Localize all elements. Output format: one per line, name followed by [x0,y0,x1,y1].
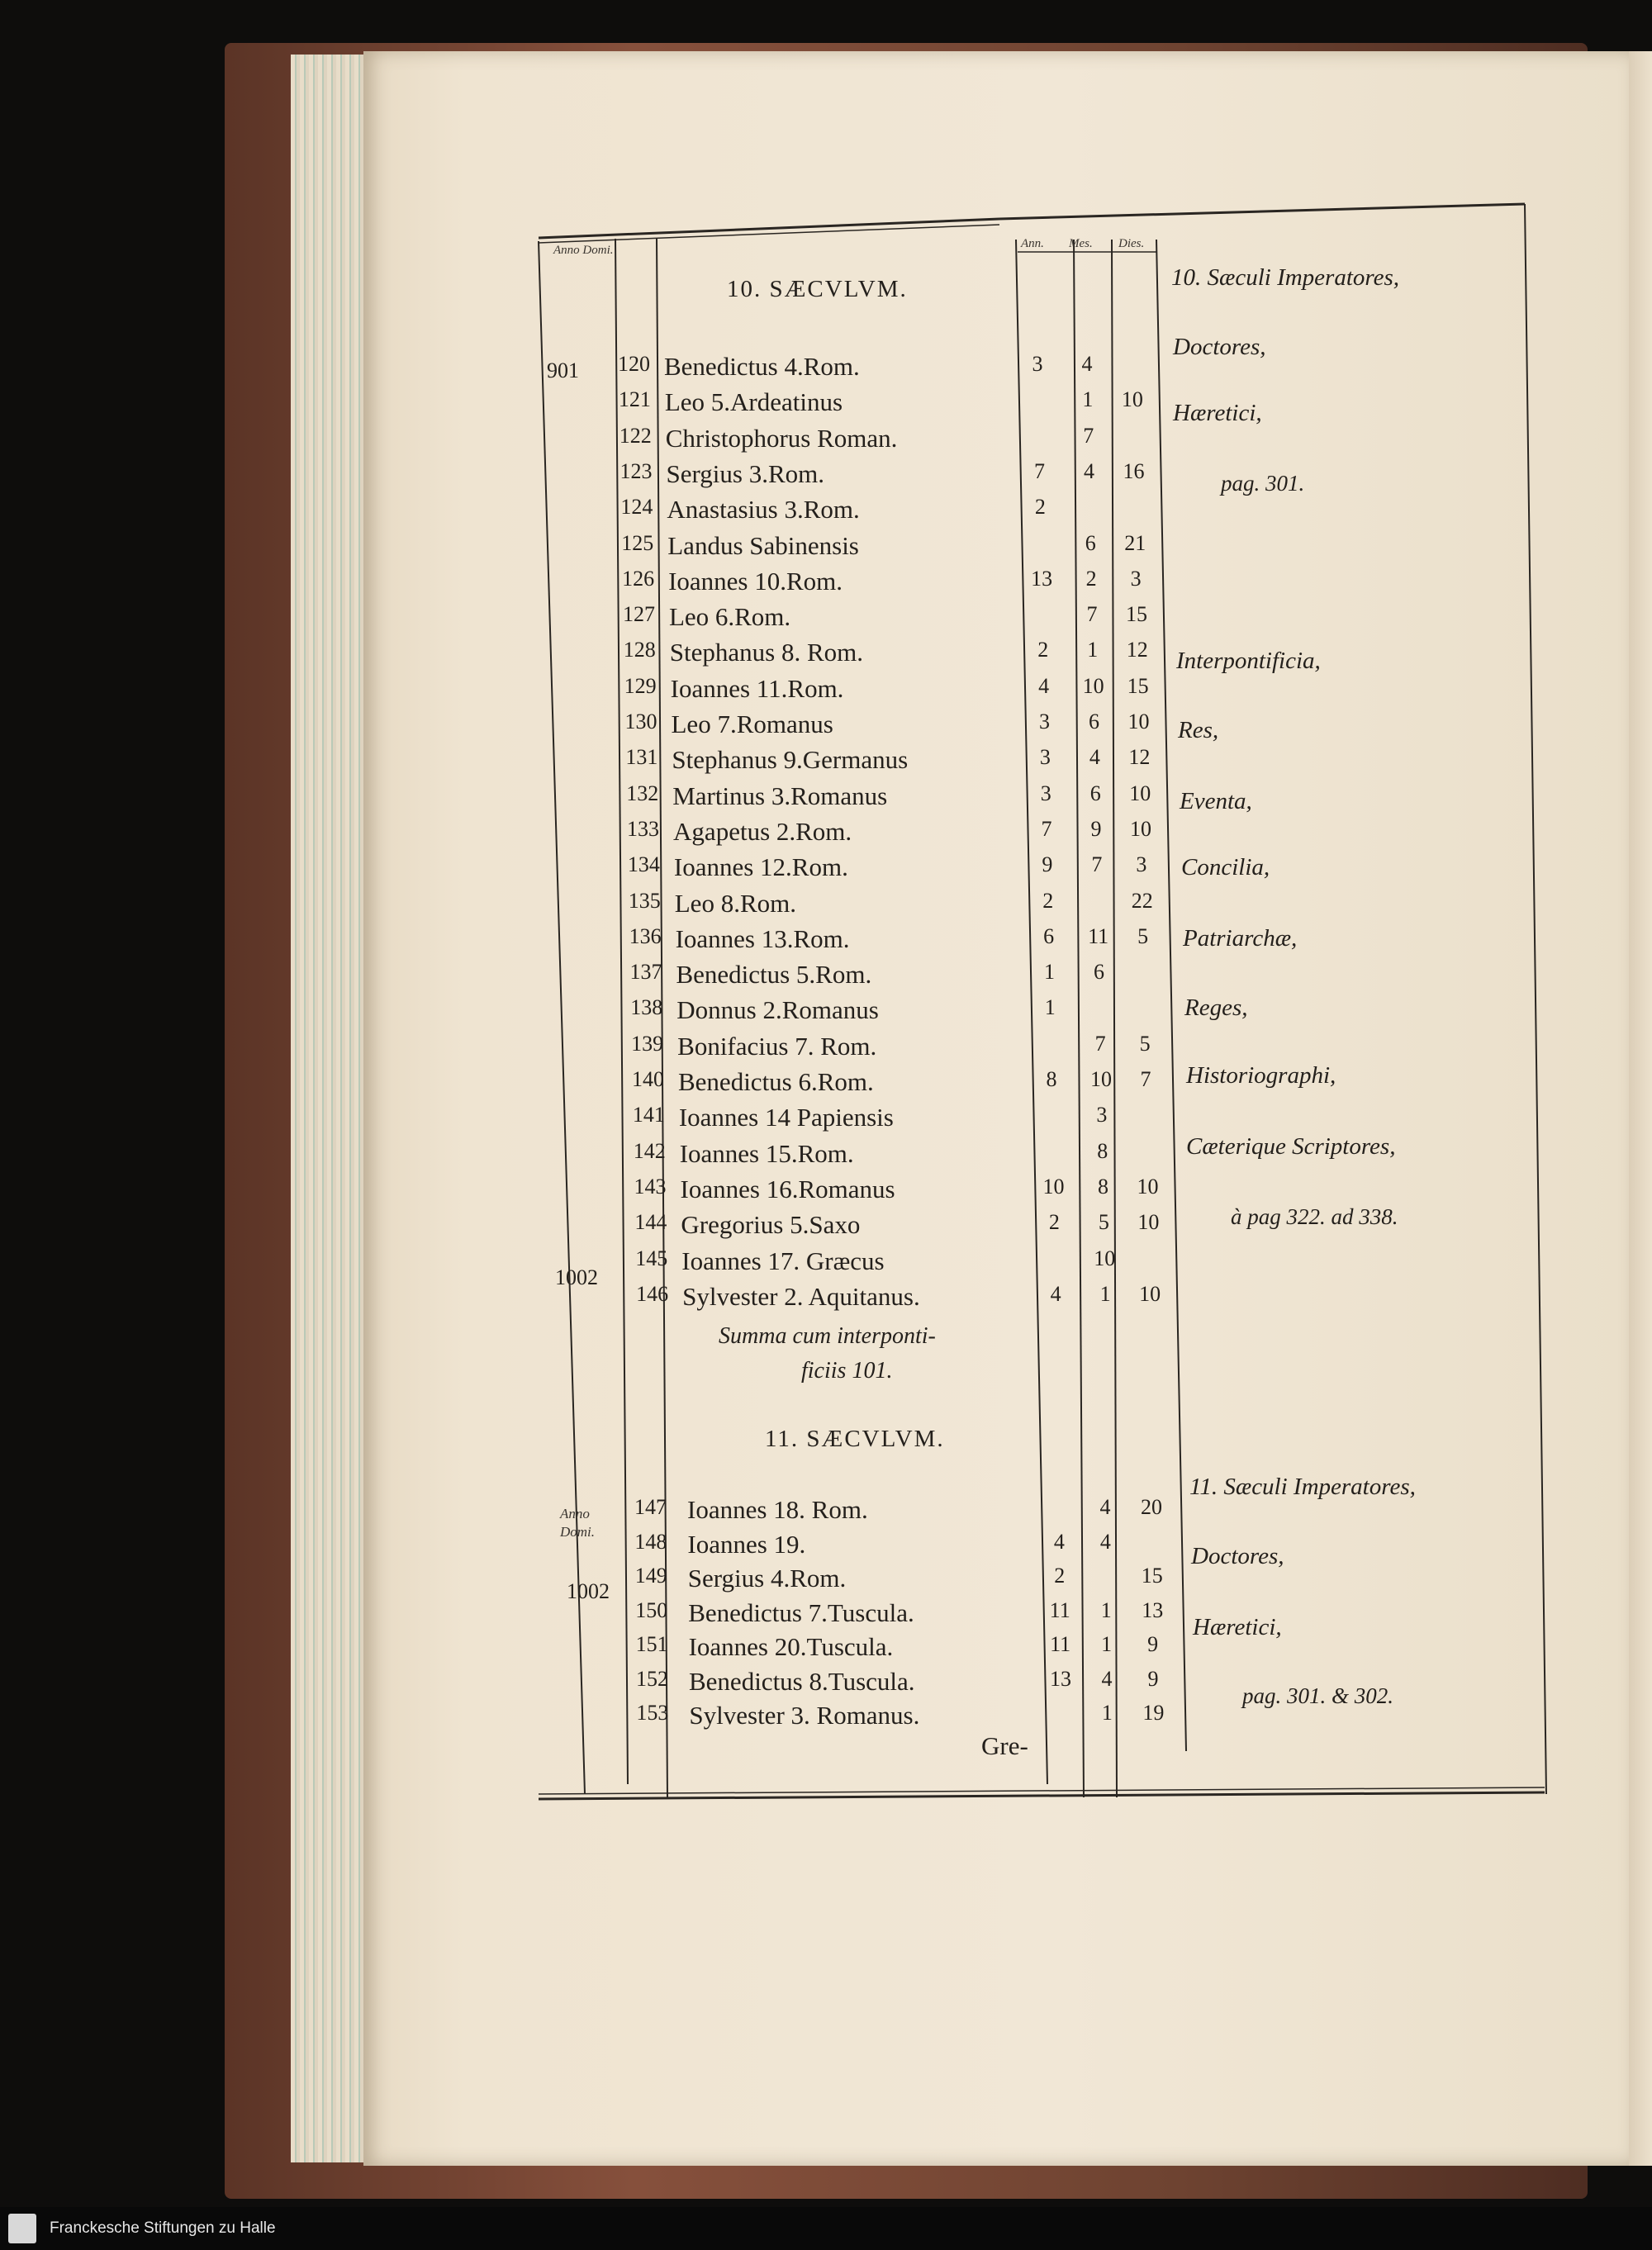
reign-months: 6 [1089,710,1099,733]
reign-months: 8 [1097,1138,1108,1163]
pope-number: 138 [630,995,663,1020]
reign-months: 3 [1096,1103,1108,1127]
anno-label-11: Anno Domi. [560,1506,596,1540]
pope-number: 139 [631,1031,664,1056]
pope-number: 129 [624,673,657,698]
pope-number: 135 [628,888,661,913]
pope-number: 153 [636,1701,669,1725]
pope-name: Martinus 3.Romanus [672,781,888,810]
reign-months: 6 [1093,960,1104,985]
pope-number: 136 [629,923,662,948]
reign-months: 11 [1088,923,1109,948]
reign-years: 8 [1046,1067,1057,1091]
reign-years: 3 [1032,352,1043,376]
pope-number: 128 [623,638,656,662]
reign-years: 4 [1053,1529,1065,1554]
anno-end-10: 1002 [555,1265,598,1289]
side-haeretici-11: Hæretici, [1193,1614,1282,1640]
pope-number: 131 [625,745,658,770]
pope-number: 140 [632,1067,664,1091]
pope-number: 149 [634,1564,667,1588]
reign-months: 8 [1098,1174,1109,1199]
anno-start-11: 1002 [567,1579,610,1603]
pope-number: 151 [635,1632,668,1656]
reign-years: 10 [1042,1174,1065,1199]
reign-months: 1 [1099,1281,1111,1306]
pope-number: 133 [627,816,660,841]
reign-months: 1 [1082,387,1094,412]
reign-months: 10 [1082,673,1104,698]
reign-days: 15 [1141,1564,1163,1588]
section-title-10: 10. SÆCVLVM. [727,276,908,302]
side-pag-11: pag. 301. & 302. [1242,1683,1394,1708]
reign-days: 10 [1137,1210,1160,1235]
reign-years: 11 [1050,1632,1071,1656]
pope-name: Ioannes 16.Romanus [680,1174,895,1203]
pope-number: 132 [626,781,659,805]
pope-name: Ioannes 15.Rom. [679,1138,854,1168]
pope-number: 145 [635,1246,668,1270]
reign-months: 7 [1091,852,1103,877]
side-eventa: Eventa, [1180,788,1252,814]
pope-number: 123 [620,458,653,483]
pope-name: Ioannes 17. Græcus [681,1246,885,1275]
reign-years: 9 [1042,852,1053,877]
reign-days: 21 [1124,530,1146,555]
reign-years: 11 [1049,1597,1070,1622]
reign-years: 2 [1034,495,1046,520]
side-patriarchae: Patriarchæ, [1183,925,1298,952]
pope-name: Leo 7.Romanus [671,710,833,738]
pope-number: 142 [633,1138,666,1163]
reign-years: 6 [1043,923,1055,948]
pope-name: Benedictus 5.Rom. [676,960,872,990]
reign-months: 6 [1089,781,1101,805]
reign-days: 22 [1131,888,1153,913]
pope-number: 124 [620,495,653,520]
footer-bar [0,2207,1652,2250]
anno-start-10: 901 [547,358,579,382]
reign-years: 3 [1039,745,1051,770]
pope-name: Ioannes 18. Rom. [687,1495,868,1524]
side-haeretici-10: Hæretici, [1173,400,1262,426]
pope-number: 126 [622,566,655,591]
reign-days: 10 [1139,1281,1161,1306]
pope-number: 143 [634,1174,667,1199]
reign-months: 10 [1094,1246,1116,1270]
pope-number: 148 [634,1529,667,1554]
reign-years: 4 [1050,1281,1061,1306]
pope-name: Ioannes 10.Rom. [668,566,843,596]
reign-days: 16 [1123,458,1145,483]
reign-days: 7 [1140,1067,1151,1091]
section-title-11: 11. SÆCVLVM. [765,1426,945,1452]
reign-months: 4 [1089,745,1100,770]
header-ann: Ann. [1021,237,1044,250]
side-interpontificia: Interpontificia, [1176,648,1321,674]
reign-days: 12 [1128,745,1151,770]
reign-years: 2 [1037,638,1049,662]
institution-logo-icon [8,2214,36,2243]
pope-name: Stephanus 8. Rom. [669,638,864,667]
pope-name: Ioannes 20.Tuscula. [688,1632,894,1661]
reign-months: 1 [1100,1597,1112,1622]
reign-years: 1 [1043,960,1055,985]
reign-days: 20 [1141,1495,1162,1519]
side-doctores-10: Doctores, [1173,334,1266,360]
pope-name: Benedictus 4.Rom. [664,352,860,381]
pope-name: Donnus 2.Romanus [676,995,879,1025]
reign-years: 7 [1041,816,1052,841]
reign-days: 12 [1126,638,1148,662]
reign-years: 3 [1039,710,1050,733]
header-anno: Anno Domi. [553,244,614,257]
reign-months: 2 [1085,566,1097,591]
pope-name: Ioannes 11.Rom. [670,673,844,703]
reign-days: 3 [1136,852,1147,877]
pope-number: 150 [635,1597,668,1622]
pope-number: 134 [627,852,660,877]
pope-name: Leo 8.Rom. [674,888,796,918]
pope-name: Christophorus Roman. [665,423,898,453]
pope-name: Anastasius 3.Rom. [667,495,860,525]
reign-days: 5 [1137,923,1149,948]
reign-days: 10 [1129,781,1151,805]
pope-name: Ioannes 19. [687,1529,806,1559]
reign-days: 19 [1142,1701,1165,1725]
reign-days: 9 [1147,1632,1159,1656]
reign-years: 13 [1031,566,1053,591]
pope-number: 144 [634,1210,667,1235]
pope-number: 152 [636,1666,668,1691]
reign-years: 2 [1054,1564,1066,1588]
pope-name: Benedictus 8.Tuscula. [689,1666,915,1696]
reign-months: 4 [1099,1495,1111,1519]
reign-months: 4 [1099,1529,1111,1554]
pope-name: Leo 5.Ardeatinus [664,387,843,417]
reign-days: 3 [1130,566,1142,591]
side-pag-range: à pag 322. ad 338. [1231,1204,1398,1229]
reign-days: 13 [1142,1597,1164,1622]
pope-name: Benedictus 7.Tusculа. [688,1597,914,1627]
side-concilia: Concilia, [1181,854,1270,881]
reign-days: 10 [1130,816,1152,841]
reign-days: 5 [1139,1031,1151,1056]
reign-months: 10 [1090,1067,1112,1091]
reign-days: 15 [1125,602,1147,627]
reign-months: 5 [1098,1210,1109,1235]
reign-months: 4 [1101,1666,1113,1691]
pope-name: Sylvester 2. Aquitanus. [682,1281,920,1311]
reign-months: 7 [1083,423,1094,448]
pope-number: 147 [634,1495,667,1519]
reign-days: 10 [1137,1174,1159,1199]
reign-months: 4 [1081,352,1093,376]
reign-years: 2 [1048,1210,1060,1235]
reign-years: 3 [1040,781,1051,805]
header-dies: Dies. [1118,237,1145,250]
reign-months: 1 [1101,1701,1113,1725]
header-mes: Mes. [1069,237,1093,250]
reign-days: 10 [1127,710,1150,733]
reign-years: 13 [1050,1666,1071,1691]
pope-number: 146 [636,1281,669,1306]
reign-years: 1 [1044,995,1056,1020]
pope-number: 125 [621,530,654,555]
reign-months: 7 [1094,1031,1106,1056]
pope-name: Sergius 3.Rom. [666,458,825,488]
pope-name: Landus Sabinensis [667,530,859,560]
pope-name: Ioannes 13.Rom. [675,923,850,953]
reign-days: 15 [1127,673,1149,698]
side-imperatores-10: 10. Sæculi Imperatores, [1171,264,1400,291]
side-res: Res, [1178,717,1219,743]
summa-line-1: Summa cum interponti- [719,1323,936,1349]
pope-number: 121 [618,387,651,412]
reign-months: 4 [1084,458,1095,483]
pope-number: 127 [622,602,655,627]
footer-label: Franckesche Stiftungen zu Halle [50,2219,276,2237]
reign-months: 7 [1086,602,1098,627]
pope-name: Sylvester 3. Romanus. [689,1701,920,1730]
reign-months: 6 [1085,530,1096,555]
side-caeterique: Cæterique Scriptores, [1186,1133,1396,1160]
pope-number: 141 [632,1103,665,1127]
pope-name: Leo 6.Rom. [668,602,791,632]
pope-name: Gregorius 5.Saxo [681,1210,861,1240]
reign-days: 9 [1147,1666,1159,1691]
side-reges: Reges, [1184,994,1248,1021]
pope-name: Sergius 4.Rom. [687,1564,847,1593]
pope-number: 120 [618,352,650,376]
pope-name: Benedictus 6.Rom. [678,1067,874,1096]
pope-number: 137 [629,960,662,985]
pope-name: Stephanus 9.Germanus [672,745,909,775]
summa-line-2: ficiis 101. [801,1358,893,1384]
reign-months: 1 [1087,638,1099,662]
side-doctores-11: Doctores, [1191,1543,1284,1569]
reign-years: 4 [1038,673,1050,698]
side-pag-10: pag. 301. [1221,471,1305,496]
side-imperatores-11: 11. Sæculi Imperatores, [1189,1474,1416,1500]
pope-number: 130 [624,710,657,733]
reign-months: 1 [1101,1632,1113,1656]
pope-name: Ioannes 14 Papiensis [678,1103,894,1132]
pope-name: Ioannes 12.Rom. [673,852,848,882]
side-historiographi: Historiographi, [1186,1062,1336,1089]
pope-name: Agapetus 2.Rom. [673,816,852,846]
reign-days: 10 [1121,387,1143,412]
reign-years: 7 [1034,458,1046,483]
catchword: Gre- [981,1731,1028,1760]
reign-months: 9 [1090,816,1102,841]
pope-number: 122 [619,423,652,448]
pope-name: Bonifacius 7. Rom. [677,1031,877,1061]
reign-years: 2 [1042,888,1054,913]
